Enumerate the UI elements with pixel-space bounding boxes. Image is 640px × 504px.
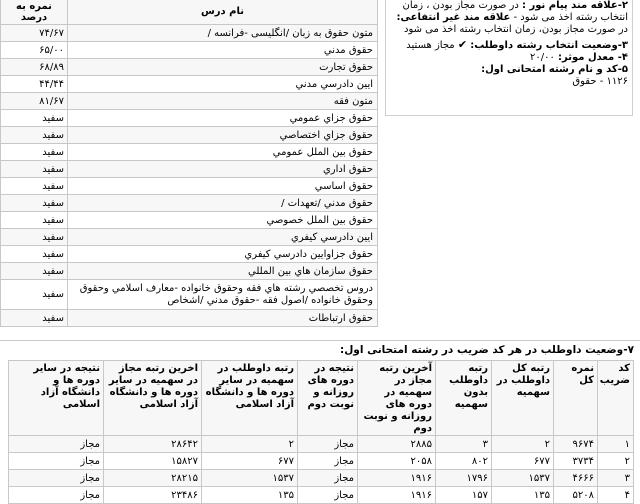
- course-name: دروس تخصصي رشته هاي فقه وحقوق خانواده -معارف اسلامي وحقوق وحقوق خانواده /اصول فقه -حقوق مدني /اشخاص: [68, 280, 378, 310]
- course-name: حقوق اساسي: [68, 178, 378, 195]
- cell: ۶۷۷: [202, 453, 298, 470]
- selection-status-value: مجاز هستید: [406, 40, 458, 51]
- table-row: [9, 453, 634, 470]
- cell: ۲۸۲۱۵: [104, 470, 202, 487]
- cell: ۱۳۵: [202, 487, 298, 504]
- course-score: سفید: [1, 144, 68, 161]
- cell: ۴۶۶۶: [554, 470, 598, 487]
- checkmark-icon: ✔: [457, 38, 468, 51]
- cell: ۲۸۸۵: [358, 436, 436, 453]
- table-row: [1, 144, 378, 161]
- coefficient-ranks-table: [8, 360, 634, 504]
- table-row: [1, 229, 378, 246]
- course-name: حقوق بين الملل خصوصي: [68, 212, 378, 229]
- cell: مجاز: [9, 470, 104, 487]
- course-name: متون فقه: [68, 93, 378, 110]
- gpa-label: ۴- معدل موثر:: [558, 52, 628, 63]
- course-name: ايين دادرسي كيفري: [68, 229, 378, 246]
- cell: ۲: [492, 436, 554, 453]
- table-row: [1, 195, 378, 212]
- course-name: حقوق تجارت: [68, 59, 378, 76]
- course-score: سفید: [1, 280, 68, 310]
- course-score: سفید: [1, 110, 68, 127]
- course-name: حقوق جزاي عمومي: [68, 110, 378, 127]
- cell: ۱۷۹۶: [436, 470, 492, 487]
- course-score: ۴۴/۴۴: [1, 76, 68, 93]
- course-name-header: نام درس: [68, 0, 378, 25]
- course-score: سفید: [1, 310, 68, 327]
- table-row: [1, 246, 378, 263]
- course-name: حقوق سازمان هاي بين المللي: [68, 263, 378, 280]
- table-row: [9, 436, 634, 453]
- cell: ۱: [598, 436, 634, 453]
- course-score: ۷۴/۶۷: [1, 25, 68, 42]
- non-profit-label: علاقه مند غیر انتفاعی:: [396, 12, 511, 23]
- total-score-header: نمره کل: [554, 361, 598, 436]
- table-row: [1, 310, 378, 327]
- first-field-line: [390, 64, 628, 76]
- table-row: [1, 263, 378, 280]
- rank-other-header: رتبه داوطلب در سهمیه در سایر دوره ها و دانشگاه آزاد اسلامی: [202, 361, 298, 436]
- table-row: [1, 93, 378, 110]
- course-score: ۶۸/۸۹: [1, 59, 68, 76]
- cell: ۱۵۸۲۷: [104, 453, 202, 470]
- course-name: حقوق ارتباطات: [68, 310, 378, 327]
- course-score: سفید: [1, 178, 68, 195]
- gpa-line: [390, 52, 628, 64]
- table-row: [1, 42, 378, 59]
- course-score: سفید: [1, 195, 68, 212]
- cell: ۲: [202, 436, 298, 453]
- course-name: حقوق بين الملل عمومي: [68, 144, 378, 161]
- cell: ۶۷۷: [492, 453, 554, 470]
- cell: مجاز: [298, 453, 358, 470]
- payam-noor-label: ۲-علاقه مند پیام نور :: [522, 0, 628, 11]
- last-allowed-rank-daily-header: آخرین رتبه مجاز در سهمیه در دوره های روزانه و نوبت دوم: [358, 361, 436, 436]
- candidate-info-box: [385, 0, 633, 116]
- cell: ۸۰۲: [436, 453, 492, 470]
- course-score: ۶۵/۰۰: [1, 42, 68, 59]
- cell: ۲: [598, 453, 634, 470]
- table-row: [1, 76, 378, 93]
- courses-table: [0, 0, 378, 327]
- interest-line: [390, 0, 628, 36]
- quota-rank-header: رتبه کل داوطلب در سهمیه: [492, 361, 554, 436]
- first-field-value: ۱۱۲۶ - حقوق: [572, 76, 628, 87]
- table-row: [1, 127, 378, 144]
- cell: ۲۰۵۸: [358, 453, 436, 470]
- course-name: حقوق مدني: [68, 42, 378, 59]
- cell: ۱۵۳۷: [202, 470, 298, 487]
- cell: ۵۲۰۸: [554, 487, 598, 504]
- gpa-value: ۲۰/۰۰: [530, 52, 559, 63]
- course-score-header: نمره به درصد: [1, 0, 68, 25]
- table-row: [9, 470, 634, 487]
- no-quota-rank-header: رتبه داوطلب بدون سهمیه: [436, 361, 492, 436]
- cell: ۳: [436, 436, 492, 453]
- course-score: سفید: [1, 161, 68, 178]
- coef-code-header: کد ضریب: [598, 361, 634, 436]
- section-7-title: ۷-وضعیت داوطلب در هر کد ضریب در رشته امتحانی اول:: [340, 344, 634, 356]
- table-row: [1, 59, 378, 76]
- course-name: حقوق مدني /تعهدات /: [68, 195, 378, 212]
- cell: ۳: [598, 470, 634, 487]
- table-row: [1, 161, 378, 178]
- cell: ۱۹۱۶: [358, 487, 436, 504]
- course-score: سفید: [1, 229, 68, 246]
- table-row: [9, 487, 634, 504]
- cell: ۱۳۵: [492, 487, 554, 504]
- courses-header-row: [1, 0, 378, 25]
- course-score: سفید: [1, 212, 68, 229]
- course-name: ايين دادرسي مدني: [68, 76, 378, 93]
- cell: مجاز: [298, 487, 358, 504]
- result-daily-header: نتیجه در دوره های روزانه و نوبت دوم: [298, 361, 358, 436]
- table-row: [1, 280, 378, 310]
- cell: ۳۷۳۴: [554, 453, 598, 470]
- course-score: سفید: [1, 263, 68, 280]
- selection-status-line: [390, 39, 628, 52]
- cell: ۱۵۷: [436, 487, 492, 504]
- cell: مجاز: [298, 470, 358, 487]
- course-name: متون حقوق به زبان /انگلیسی -فرانسه /: [68, 25, 378, 42]
- table-row: [1, 25, 378, 42]
- course-name: حقوق جزاوايين دادرسي كيفري: [68, 246, 378, 263]
- cell: مجاز: [9, 436, 104, 453]
- first-field-label: ۵-کد و نام رشته امتحانی اول:: [481, 64, 628, 75]
- cell: مجاز: [9, 487, 104, 504]
- cell: ۲۳۴۸۶: [104, 487, 202, 504]
- selection-status-label: ۳-وضعیت انتخاب رشته داوطلب:: [470, 40, 628, 51]
- payam-noor-text: در صورت مجاز بودن ، زمان انتخاب رشته اخذ می شود -: [402, 0, 628, 23]
- coefficient-status-section: [0, 340, 640, 501]
- cell: ۴: [598, 487, 634, 504]
- cell: مجاز: [298, 436, 358, 453]
- course-name: حقوق اداري: [68, 161, 378, 178]
- cell: ۲۸۶۴۲: [104, 436, 202, 453]
- course-score: ۸۱/۶۷: [1, 93, 68, 110]
- table-row: [1, 212, 378, 229]
- cell: مجاز: [9, 453, 104, 470]
- result-other-header: نتیجه در سایر دوره ها و دانشگاه آزاد اسلامی: [9, 361, 104, 436]
- non-profit-text: در صورت مجاز بودن، زمان انتخاب رشته اخذ می شود: [403, 24, 628, 35]
- cell: ۱۹۱۶: [358, 470, 436, 487]
- course-score: سفید: [1, 127, 68, 144]
- table-row: [1, 178, 378, 195]
- ranks-header-row: [9, 361, 634, 436]
- cell: ۹۶۷۴: [554, 436, 598, 453]
- course-name: حقوق جزاي اختصاصي: [68, 127, 378, 144]
- course-score: سفید: [1, 246, 68, 263]
- last-allowed-rank-other-header: اخرین رتبه مجاز در سهمیه در سایر دوره ها و دانشگاه آزاد اسلامی: [104, 361, 202, 436]
- cell: ۱۵۳۷: [492, 470, 554, 487]
- table-row: [1, 110, 378, 127]
